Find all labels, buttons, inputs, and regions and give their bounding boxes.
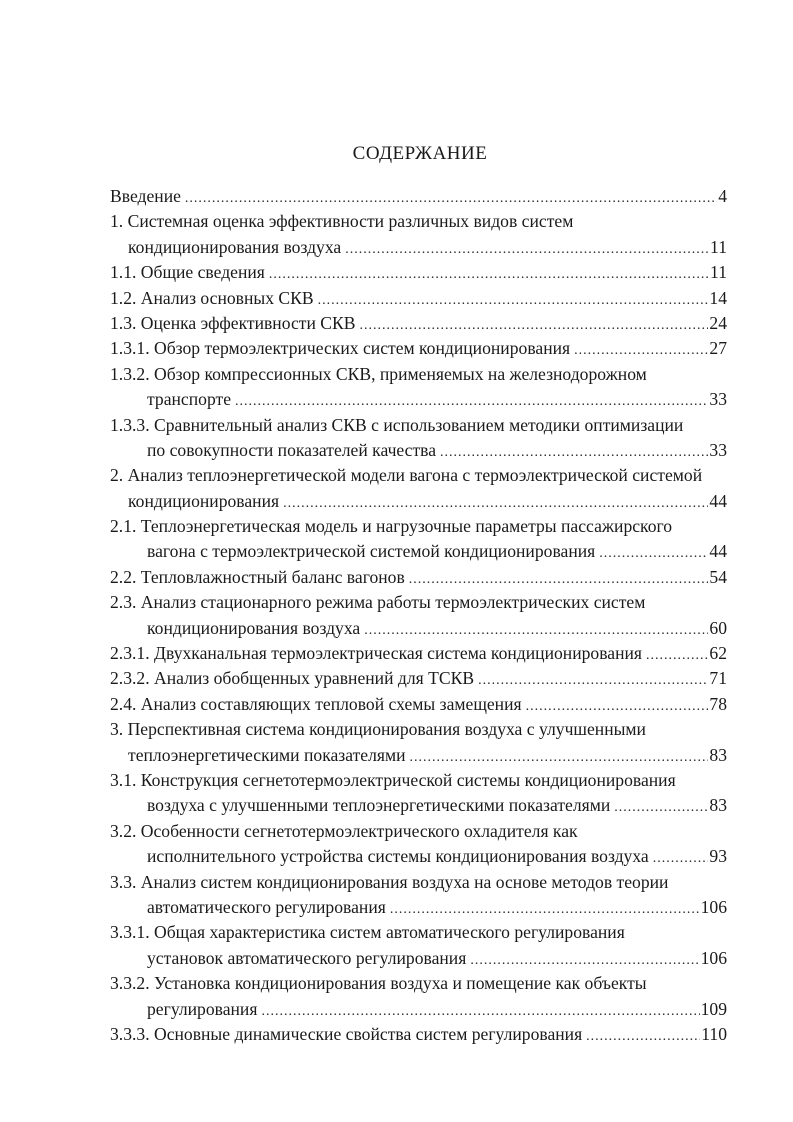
toc-line [110,463,727,488]
toc-entry-title: транспорте [147,389,232,410]
dot-leader [599,541,708,566]
toc-line [110,692,727,717]
toc-line [110,235,727,260]
toc-entry-title: автоматического регулирования [147,896,386,917]
toc-entry-title: 3.3.2. Установка кондиционирования воздуха и помещение как объекты [110,973,647,994]
toc-page-number: 106 [700,896,727,917]
toc-entry-title: 2.3. Анализ стационарного режима работы термоэлектрических систем [110,592,646,613]
toc-line [110,590,727,615]
toc-page-number: 78 [709,693,727,714]
toc-entry[interactable] [110,209,727,260]
dot-leader [526,694,709,719]
toc-page-number: 11 [710,236,727,257]
toc-page-number: 83 [709,744,727,765]
toc-entry[interactable] [110,463,727,514]
toc-entry[interactable] [110,413,727,464]
toc-page-number: 106 [700,947,727,968]
toc-page-number: 60 [709,617,727,638]
toc-entry-title: 2.3.2. Анализ обобщенных уравнений для ТСКВ [110,668,475,689]
toc-entry-title: 2.3.1. Двухканальная термоэлектрическая система кондиционирования [110,643,643,664]
toc-line [110,413,727,438]
dot-leader [653,846,709,871]
toc-entry-title: Введение [110,186,181,206]
toc-line [110,971,727,996]
toc-entry[interactable] [110,692,727,717]
toc-entry-title: 3.1. Конструкция сегнетотермоэлектрической системы кондиционирования [110,769,676,790]
toc-line [110,260,727,285]
toc-entry-title: 2.4. Анализ составляющих тепловой схемы замещения [110,693,522,714]
toc-line [110,641,727,666]
toc-line [110,438,727,463]
toc-entry[interactable] [110,362,727,413]
toc-entry-title: теплоэнергетическими показателями [128,744,406,765]
toc-entry[interactable] [110,590,727,641]
toc-entry[interactable] [110,1022,727,1047]
toc-entry[interactable] [110,286,727,311]
toc-entry-title: 3.3.3. Основные динамические свойства систем регулирования [110,1023,583,1044]
toc-entry[interactable] [110,920,727,971]
toc-line [110,768,727,793]
toc-entry-title: 3.3. Анализ систем кондиционирования воздуха на основе методов теории [110,871,669,892]
dot-leader [283,491,708,516]
toc-entry[interactable] [110,717,727,768]
toc-entry-title: воздуха с улучшенными теплоэнергетическими показателями [147,795,611,816]
toc-line [110,819,727,844]
toc-entry-title: 1.3.3. Сравнительный анализ СКВ с использованием методики оптимизации [110,414,684,435]
toc-page-number: 110 [701,1023,727,1044]
toc-page-number: 83 [709,795,727,816]
toc-line [110,311,727,336]
toc-entry[interactable] [110,260,727,285]
toc-page-number: 44 [709,490,727,511]
toc-entry-title: 1.3.2. Обзор компрессионных СКВ, применяемых на железнодорожном [110,363,647,384]
toc-line [110,387,727,412]
toc-entry[interactable] [110,971,727,1022]
page-title: СОДЕРЖАНИЕ [352,143,488,164]
toc-page-number: 11 [710,262,727,283]
toc-entry-title: 1. Системная оценка эффективности различных видов систем [110,211,574,232]
toc-page-number: 27 [709,338,727,359]
toc-entry[interactable] [110,514,727,565]
toc-line [110,717,727,742]
toc-line [110,184,727,209]
toc-entry-title: 3. Перспективная система кондиционирования воздуха с улучшенными [110,719,646,740]
toc-line [110,362,727,387]
toc-line [110,895,727,920]
toc-line [110,920,727,945]
dot-leader [269,262,709,287]
toc-entry-title: 1.3.1. Обзор термоэлектрических систем кондиционирования [110,338,571,359]
toc-line [110,1022,727,1047]
toc-entry[interactable] [110,336,727,361]
dot-leader [470,948,699,973]
toc-line [110,997,727,1022]
dot-leader [478,668,708,693]
toc-line [110,336,727,361]
toc-entry[interactable] [110,565,727,590]
toc-entry[interactable] [110,311,727,336]
toc-page-number: 71 [709,668,727,689]
toc-page-number: 44 [709,541,727,562]
toc-entry-title: кондиционирования воздуха [128,236,342,257]
toc-page-number: 54 [709,566,727,587]
dot-leader [410,745,709,770]
toc-entry[interactable] [110,641,727,666]
toc-entry-title: 2. Анализ теплоэнергетической модели вагона с термоэлектрической системой [110,465,703,486]
toc-entry-title: 1.2. Анализ основных СКВ [110,287,314,308]
toc-line [110,743,727,768]
toc-entry-title: кондиционирования [128,490,280,511]
toc-entry[interactable] [110,819,727,870]
toc-line [110,565,727,590]
toc-line [110,793,727,818]
toc-page-number: 4 [718,186,727,206]
toc-line [110,209,727,234]
dot-leader [646,643,708,668]
toc-line [110,870,727,895]
dot-leader [235,389,708,414]
toc-line [110,489,727,514]
toc-page-number: 62 [709,643,727,664]
dot-leader [586,1024,700,1049]
toc-entry-title: вагона с термоэлектрической системой кондиционирования [147,541,596,562]
toc-entry-title: 1.1. Общие сведения [110,262,265,283]
dot-leader [614,795,708,820]
dot-leader [345,237,709,262]
dot-leader [318,288,709,313]
toc-page-number: 33 [709,439,727,460]
dot-leader [261,999,699,1024]
dot-leader [409,567,709,592]
toc-line [110,616,727,641]
table-of-contents [110,184,727,1047]
toc-line [110,514,727,539]
dot-leader [364,618,708,643]
toc-line [110,946,727,971]
toc-entry[interactable] [110,870,727,921]
toc-entry-title: 2.1. Теплоэнергетическая модель и нагрузочные параметры пассажирского [110,516,673,537]
toc-page-number: 93 [709,846,727,867]
toc-page-number: 24 [709,312,727,333]
toc-entry-title: регулирования [147,998,258,1019]
toc-page-number: 109 [700,998,727,1019]
toc-entry-title: по совокупности показателей качества [147,439,437,460]
toc-entry-title: 2.2. Тепловлажностный баланс вагонов [110,566,405,587]
dot-leader [440,440,708,465]
toc-entry-title: кондиционирования воздуха [147,617,361,638]
toc-entry-title: 3.3.1. Общая характеристика систем автоматического регулирования [110,922,625,943]
toc-page-number: 14 [709,287,727,308]
dot-leader [359,313,708,338]
toc-entry[interactable] [110,666,727,691]
dot-leader [574,338,708,363]
toc-line [110,539,727,564]
toc-line [110,666,727,691]
toc-line [110,286,727,311]
toc-entry[interactable] [110,768,727,819]
dot-leader [185,186,717,211]
dot-leader [390,897,700,922]
toc-entry-title: исполнительного устройства системы кондиционирования воздуха [147,846,649,867]
toc-entry[interactable] [110,184,727,209]
toc-line [110,844,727,869]
toc-entry-title: установок автоматического регулирования [147,947,467,968]
toc-page-number: 33 [709,389,727,410]
toc-entry-title: 1.3. Оценка эффективности СКВ [110,312,356,333]
toc-entry-title: 3.2. Особенности сегнетотермоэлектрического охладителя как [110,820,578,841]
